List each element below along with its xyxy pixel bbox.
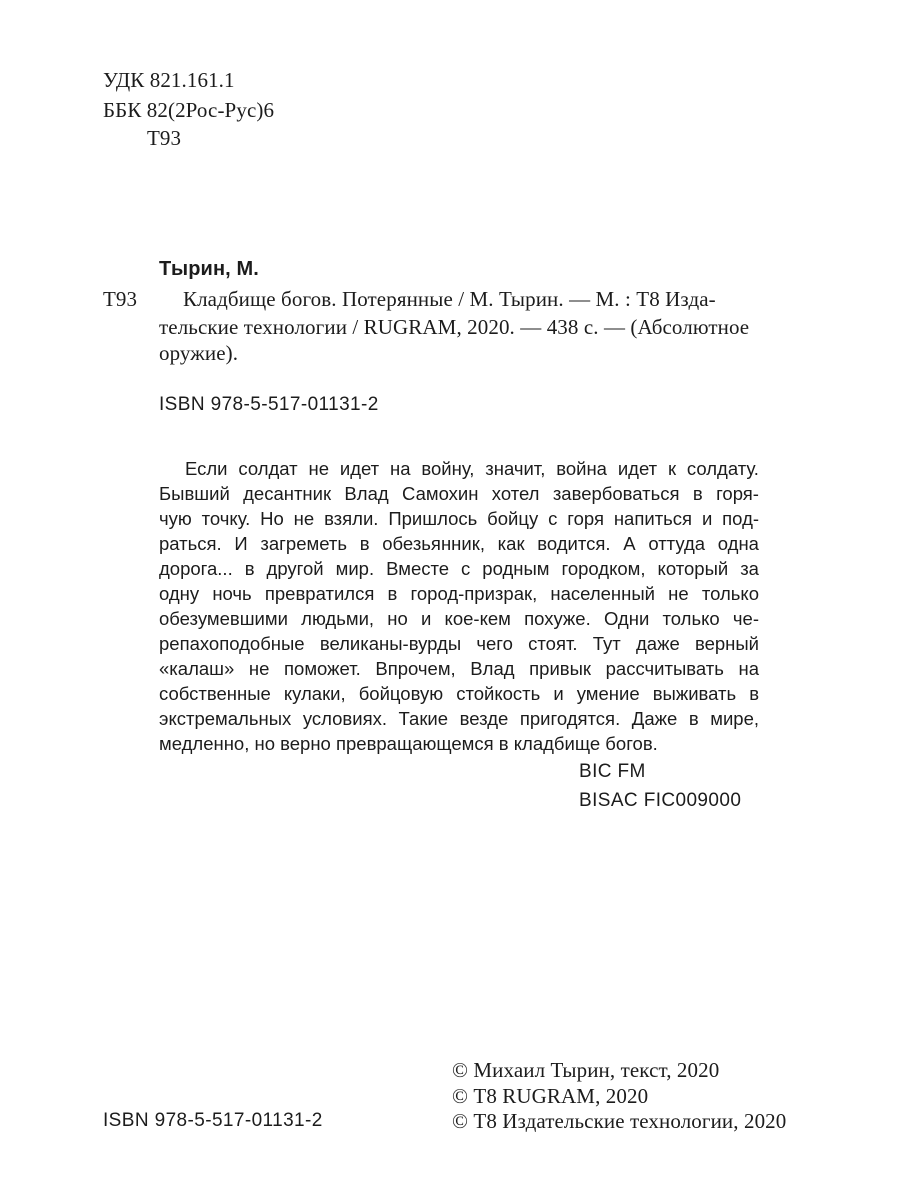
udk-code: УДК 821.161.1 xyxy=(103,68,235,92)
isbn-main: ISBN 978-5-517-01131-2 xyxy=(159,394,379,415)
bisac-code: BISAC FIC009000 xyxy=(579,790,742,811)
bic-code: BIC FM xyxy=(579,761,646,782)
annotation-line: раться. И загреметь в обезьянник, как водится. А оттуда одна xyxy=(159,533,759,554)
annotation-line-last: медленно, но верно превращающемся в кладбище богов. xyxy=(159,733,658,754)
annotation-line: экстремальных условиях. Такие везде пригодятся. Даже в мире, xyxy=(159,708,760,729)
biblio-line-2: тельские технологии / RUGRAM, 2020. — 438 с. — (Абсолютное xyxy=(159,315,750,339)
annotation-line: дорога... в другой мир. Вместе с родным городком, который за xyxy=(159,558,759,579)
copyright-line-1: © Михаил Тырин, текст, 2020 xyxy=(452,1058,720,1082)
bbk-code: ББК 82(2Рос-Рус)6 xyxy=(103,98,275,122)
biblio-line-3: оружие). xyxy=(159,341,239,365)
author-name: Тырин, М. xyxy=(159,258,259,280)
annotation-line: «калаш» не поможет. Впрочем, Влад привык рассчитывать на xyxy=(159,658,759,679)
annotation-line: Если солдат не идет на войну, значит, война идет к солдату. xyxy=(185,458,759,479)
annotation-line: чую точку. Но не взяли. Пришлось бойцу с горя напиться и под- xyxy=(159,508,760,529)
author-mark-top: Т93 xyxy=(147,126,182,150)
annotation-line: репахоподобные великаны-вурды чего стоят. Тут даже верный xyxy=(159,633,760,654)
biblio-line-1: Кладбище богов. Потерянные / М. Тырин. — М. : Т8 Изда- xyxy=(183,287,716,311)
annotation-line: одну ночь превратился в город-призрак, населенный не только xyxy=(159,583,760,604)
annotation-line: собственные кулаки, бойцовую стойкость и умение выживать в xyxy=(159,683,760,704)
annotation-line: обезумевшими людьми, но и кое-кем похуже. Одни только че- xyxy=(159,608,759,629)
isbn-bottom: ISBN 978-5-517-01131-2 xyxy=(103,1110,323,1131)
copyright-line-3: © Т8 Издательские технологии, 2020 xyxy=(452,1109,787,1133)
annotation-line: Бывший десантник Влад Самохин хотел завербоваться в горя- xyxy=(159,483,759,504)
author-mark: Т93 xyxy=(103,287,138,311)
copyright-line-2: © Т8 RUGRAM, 2020 xyxy=(452,1084,649,1108)
